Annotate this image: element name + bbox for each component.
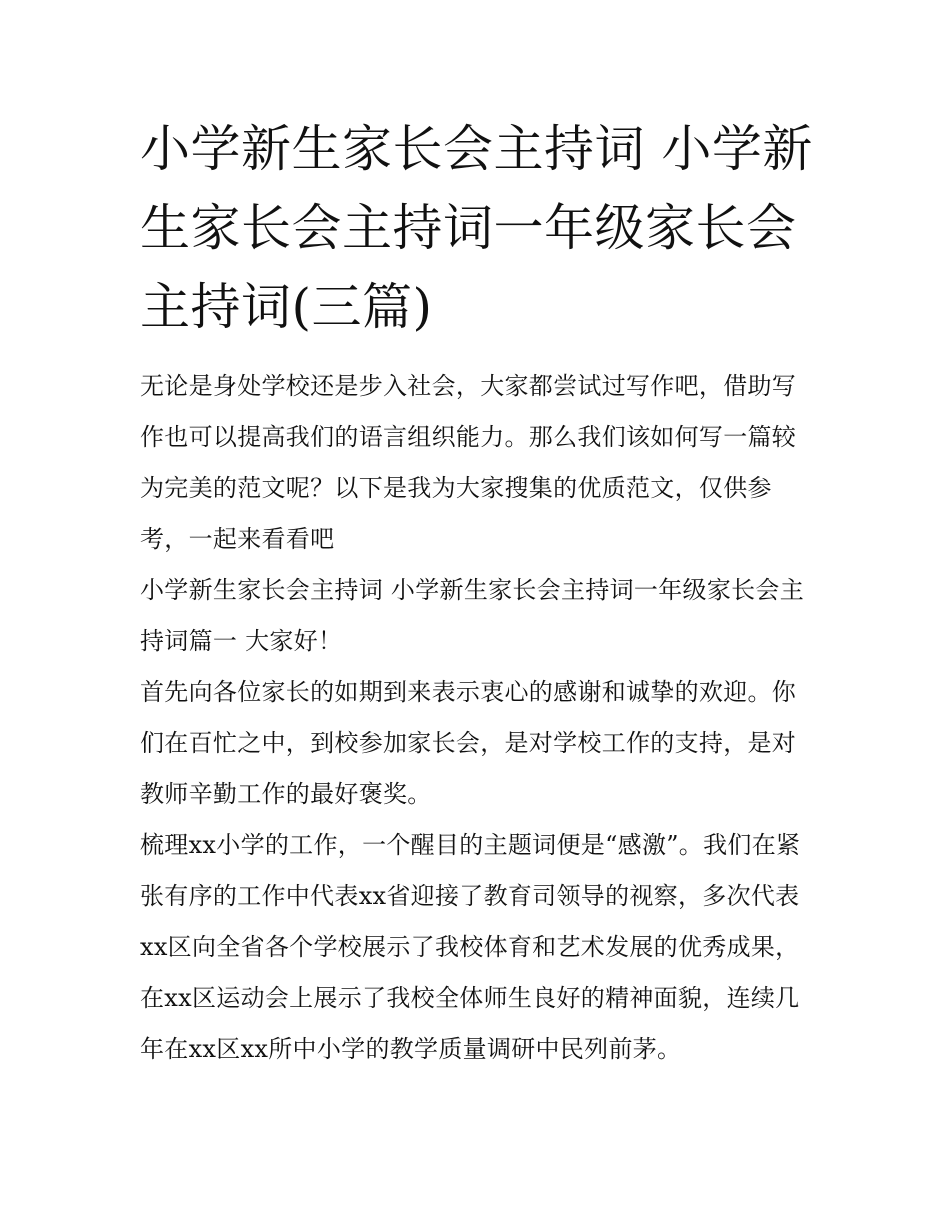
document-title: 小学新生家长会主持词 小学新生家长会主持词一年级家长会主持词(三篇) xyxy=(140,120,813,336)
paragraph-intro: 无论是身处学校还是步入社会，大家都尝试过写作吧，借助写作也可以提高我们的语言组织能力。那么我们该如何写一篇较为完美的范文呢？以下是我为大家搜集的优质范文，仅供参考，一起来看看吧 xyxy=(140,372,797,553)
paragraph-heading: 小学新生家长会主持词 小学新生家长会主持词一年级家长会主持词篇一 大家好！ xyxy=(140,576,805,655)
document-body xyxy=(140,361,820,1075)
document-page xyxy=(140,110,820,1075)
paragraph-welcome: 首先向各位家长的如期到来表示衷心的感谢和诚挚的欢迎。你们在百忙之中，到校参加家长会，是对学校工作的支持，是对教师辛勤工作的最好褒奖。 xyxy=(140,678,797,808)
paragraph-review: 梳理xx小学的工作，一个醒目的主题词便是“感激”。我们在紧张有序的工作中代表xx省迎接了教育司领导的视察，多次代表xx区向全省各个学校展示了我校体育和艺术发展的优秀成果，在xx区运动会上展示了我校全体师生良好的精神面貌，连续几年在xx区xx所中小学的教学质量调研中民列前茅。 xyxy=(140,831,801,1063)
